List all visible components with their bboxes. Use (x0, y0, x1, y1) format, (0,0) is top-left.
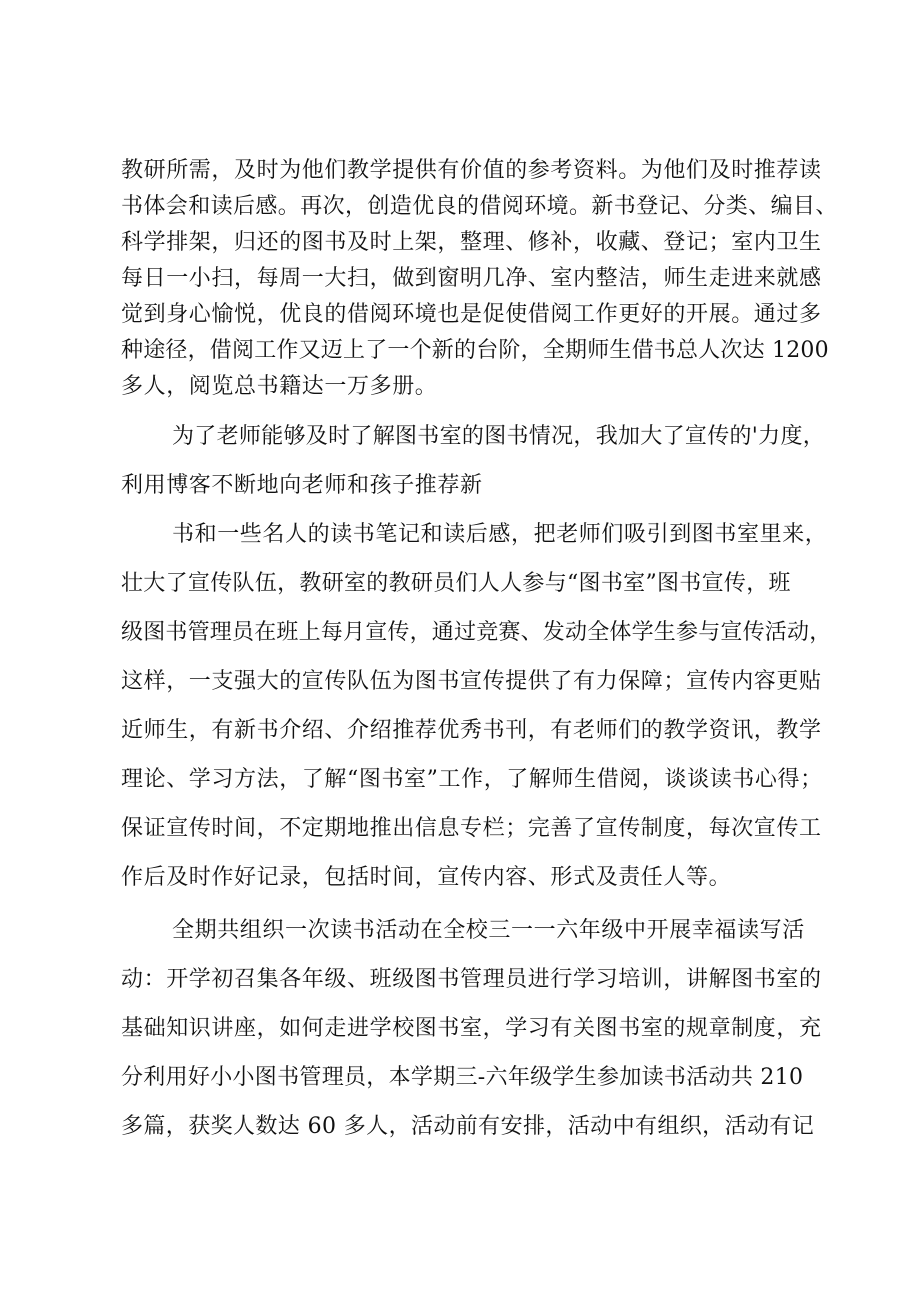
paragraph-line: 壮大了宣传队伍，教研室的教研员们人人参与“图书室”图书宣传，班 (121, 571, 791, 596)
paragraph-line: 级图书管理员在班上每月宣传，通过竞赛、发动全体学生参与宣传活动， (121, 620, 832, 645)
paragraph-line: 科学排架，归还的图书及时上架，整理、修补，收藏、登记；室内卫生 (121, 230, 822, 255)
paragraph-line: 全期共组织一次读书活动在全校三一一六年级中开展幸福读写活 (172, 918, 805, 943)
paragraph-line: 多篇，获奖人数达 60 多人，活动前有安排，活动中有组织，活动有记 (121, 1114, 815, 1139)
paragraph-line: 教研所需，及时为他们教学提供有价值的参考资料。为他们及时推荐读 (121, 158, 822, 183)
paragraph-line: 多人，阅览总书籍达一万多册。 (121, 374, 438, 399)
paragraph-line: 动：开学初召集各年级、班级图书管理员进行学习培训，讲解图书室的 (121, 967, 822, 992)
paragraph-line: 理论、学习方法，了解“图书室”工作，了解师生借阅，谈谈读书心得； (121, 767, 823, 792)
paragraph-line: 基础知识讲座，如何走进学校图书室，学习有关图书室的规章制度，充 (121, 1016, 822, 1041)
paragraph-line: 书体会和读后感。再次，创造优良的借阅环境。新书登记、分类、编目、 (121, 194, 838, 219)
paragraph-line: 种途径，借阅工作又迈上了一个新的台阶，全期师生借书总人次达 1200 (121, 338, 829, 363)
paragraph-line: 书和一些名人的读书笔记和读后感，把老师们吸引到图书室里来， (172, 522, 828, 547)
paragraph-line: 保证宣传时间，不定期地推出信息专栏；完善了宣传制度，每次宣传工 (121, 816, 822, 841)
paragraph-line: 利用博客不断地向老师和孩子推荐新 (121, 473, 483, 498)
paragraph-line: 分利用好小小图书管理员，本学期三-六年级学生参加读书活动共 210 (121, 1065, 804, 1090)
paragraph-line: 近师生，有新书介绍、介绍推荐优秀书刊，有老师们的教学资讯，教学 (121, 718, 822, 743)
paragraph-line: 觉到身心愉悦，优良的借阅环境也是促使借阅工作更好的开展。通过多 (121, 302, 822, 327)
paragraph-line: 作后及时作好记录，包括时间，宣传内容、形式及责任人等。 (121, 865, 732, 890)
paragraph-line: 为了老师能够及时了解图书室的图书情况，我加大了宣传的'力度， (172, 424, 826, 449)
paragraph-line: 每日一小扫，每周一大扫，做到窗明几净、室内整洁，师生走进来就感 (121, 266, 822, 291)
paragraph-line: 这样，一支强大的宣传队伍为图书宣传提供了有力保障；宣传内容更贴 (121, 669, 822, 694)
